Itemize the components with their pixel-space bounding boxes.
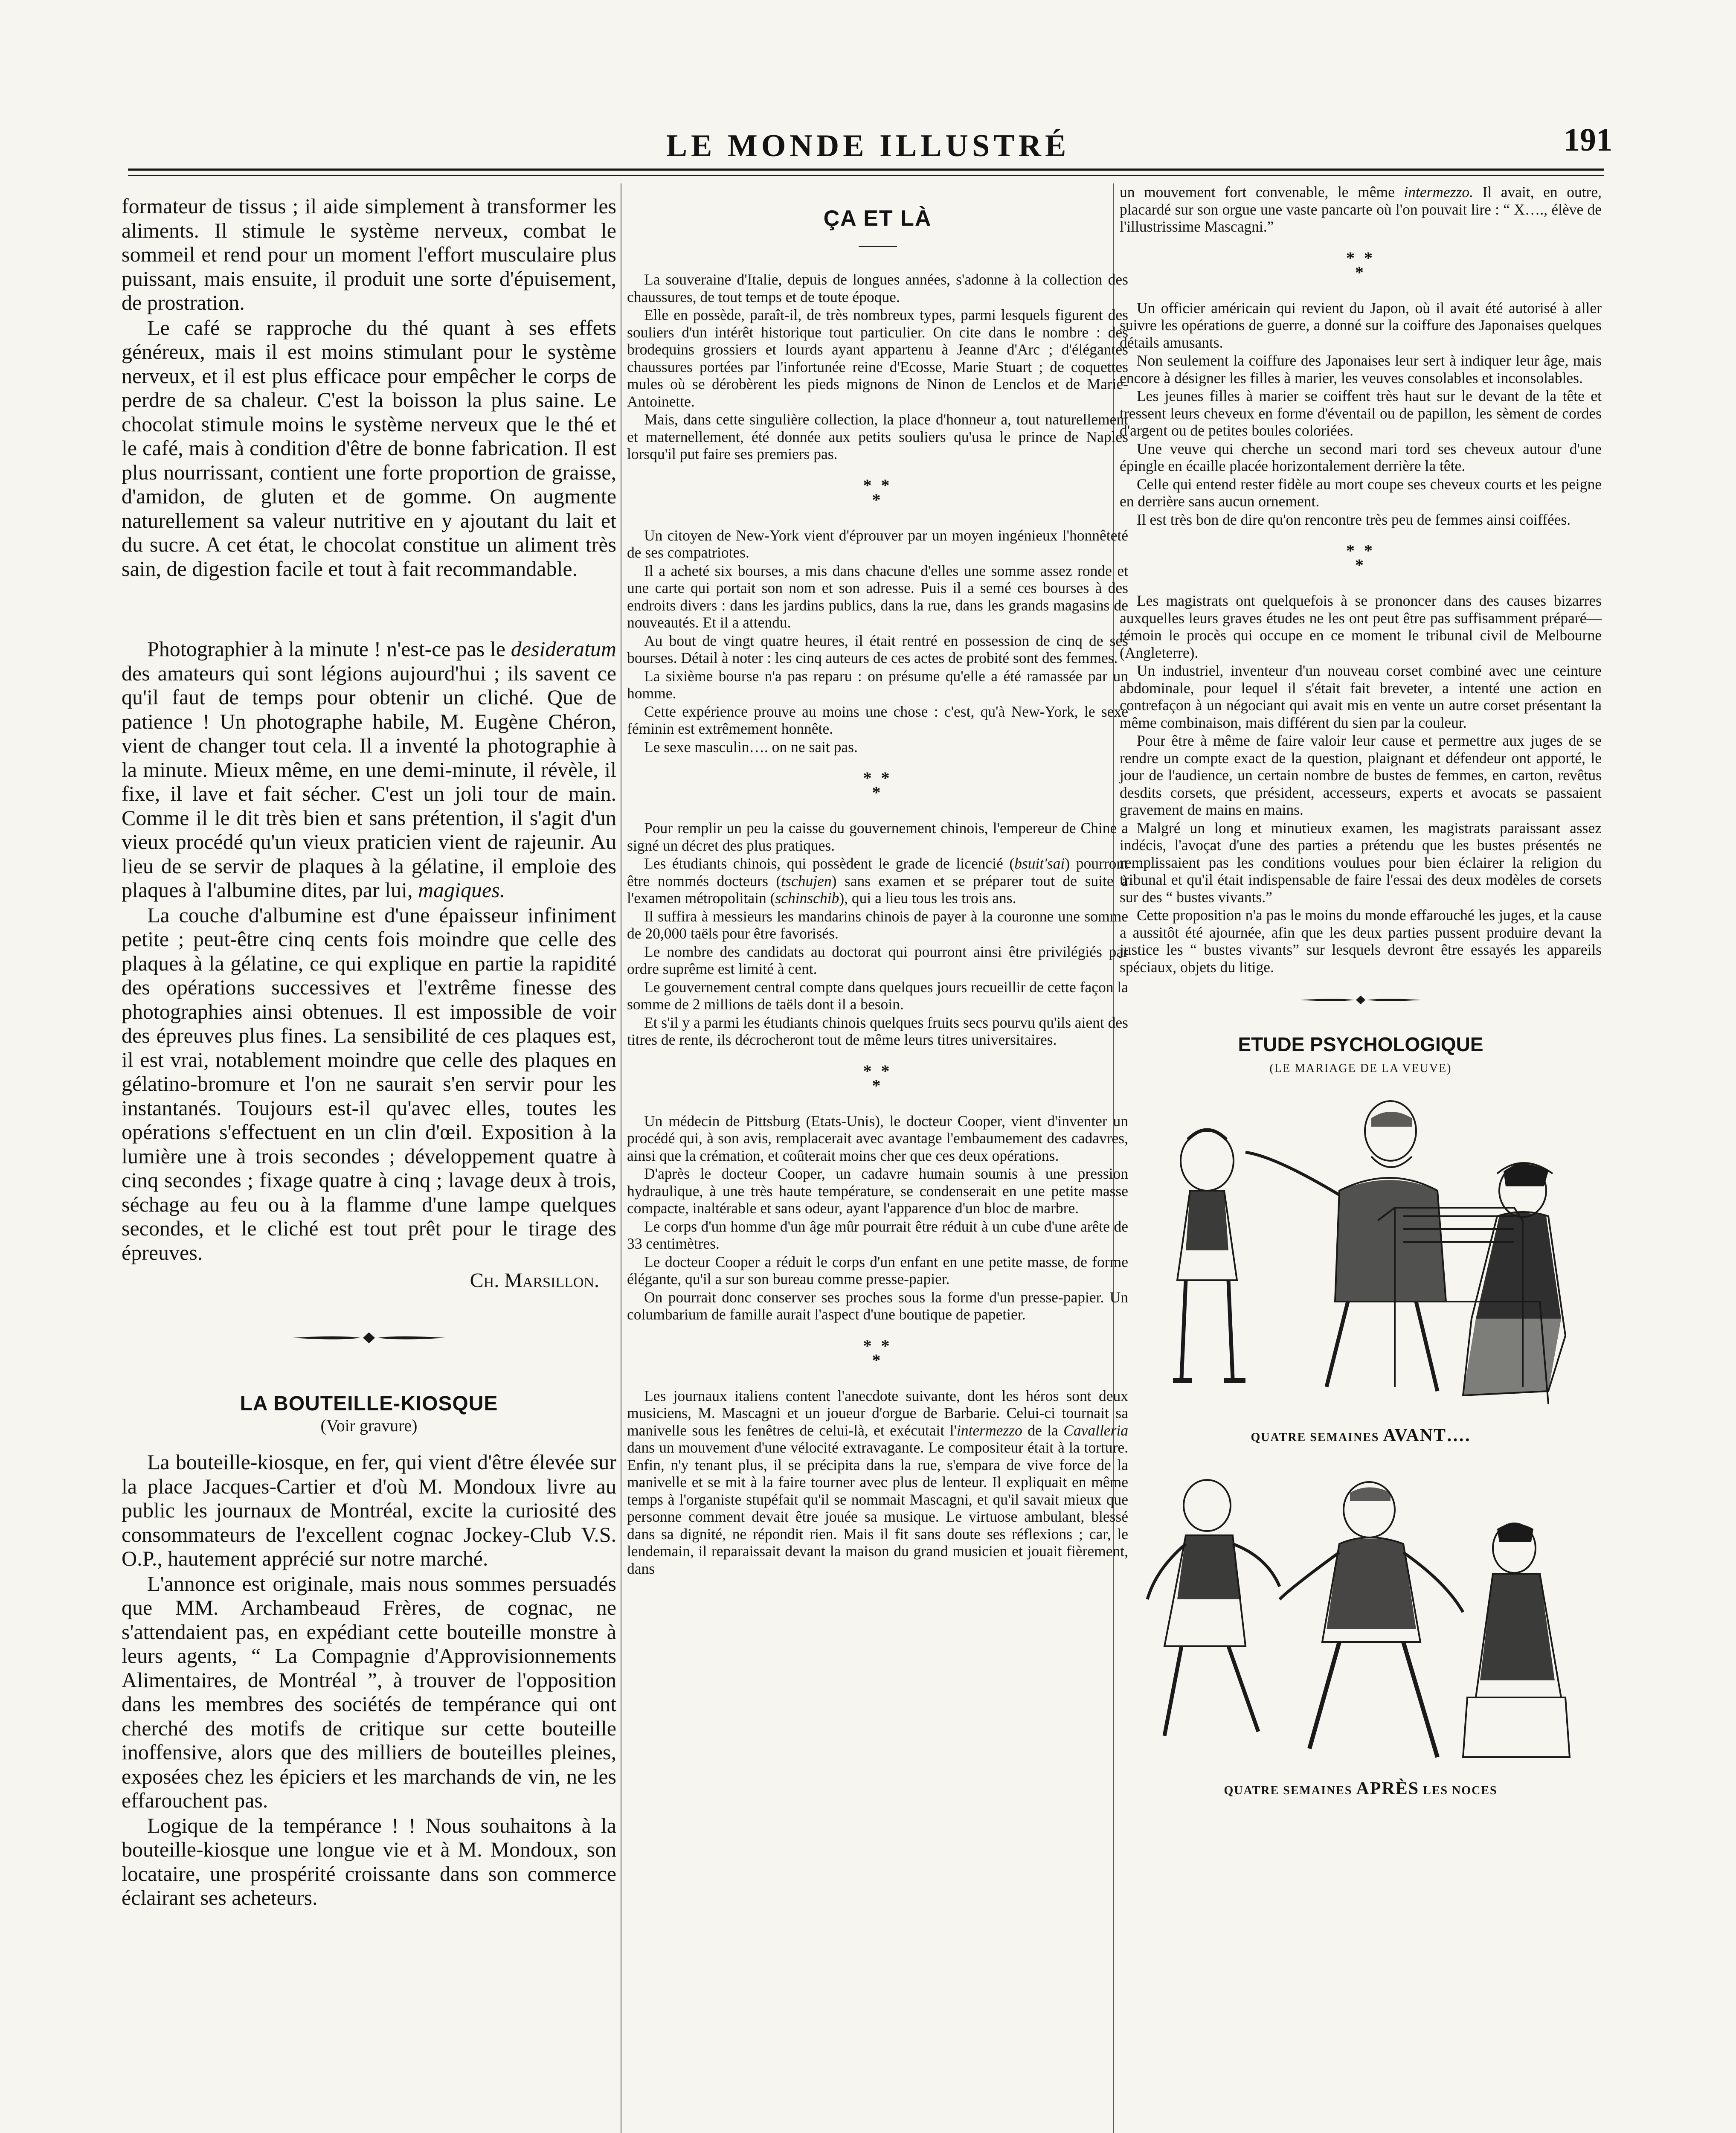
item-paragraph: un mouvement fort convenable, le même intermezzo. Il avait, en outre, placardé sur son orgue une vaste pancarte où l'on pouvait lire : “ X…., élève de l'illustrissime Mascagni.” xyxy=(1120,183,1602,235)
author-signature: Ch. Marsillon. xyxy=(470,1269,599,1292)
middle-column xyxy=(627,183,1128,1578)
asterism-divider: * * * xyxy=(1346,541,1375,575)
bouteille-subtitle: (Voir gravure) xyxy=(320,1416,418,1435)
item-paragraph: La sixième bourse n'a pas reparu : on présume qu'elle a été ramassée par un homme. xyxy=(627,667,1128,702)
asterism-divider: * * * xyxy=(863,475,892,509)
asterism-divider: * * * xyxy=(863,768,892,802)
asterism-divider: * * * xyxy=(863,1336,892,1370)
masthead-rule-thin xyxy=(128,175,1604,176)
bouteille-title: LA BOUTEILLE-KIOSQUE xyxy=(240,1392,498,1415)
masthead-rule xyxy=(128,169,1604,171)
left-column xyxy=(122,194,616,1911)
illustration-after xyxy=(1139,1459,1582,1774)
illustration-before xyxy=(1139,1080,1582,1421)
item-paragraph: Elle en possède, paraît-il, de très nombreux types, parmi lesquels figurent des souliers d'un intérêt historique tout particulier. On cite dans le nombre : des brodequins grossiers et lourds ayant appartenu à Jeanne d'Arc ; d'élégantes chaussures portées par l'infortunée reine d'Ecosse, Marie Stuart ; de coquettes mules où se dérobèrent les pieds mignons de Ninon de Lenclos et de Marie-Antoinette. xyxy=(627,306,1128,410)
item-paragraph: Les journaux italiens content l'anecdote suivante, dont les héros sont deux musiciens, M. Mascagni et un joueur d'orgue de Barbarie. Celui-ci tournait sa manivelle sous les fenêtres de celui-là, et exécutait l'intermezzo de la Cavalleria dans un mouvement d'une vélocité extravagante. Le compositeur était à la torture. Enfin, n'y tenant plus, il se précipita dans la rue, s'empara de vive force de la manivelle et se mit à la faire tourner avec plus de lenteur. Il expliquait en même temps à l'organiste stupéfait qu'il se nommait Mascagni, et qu'il savait mieux que personne comment devait être jouée sa musique. Le virtuose ambulant, blessé dans sa dignité, ne répondit rien. Mais il fit sans doute ses réflexions ; car, le lendemain, il reparaissait devant la maison du grand musicien et jouait fièrement, dans xyxy=(627,1387,1128,1577)
item-paragraph: Une veuve qui cherche un second mari tord ses cheveux autour d'une épingle en écaille placée horizontalement derrière la tête. xyxy=(1120,440,1602,474)
item-paragraph: Un citoyen de New-York vient d'éprouver par un moyen ingénieux l'honnêteté de ses compatriotes. xyxy=(627,526,1128,561)
item-paragraph: Et s'il y a parmi les étudiants chinois quelques fruits secs pourvu qu'ils aient des titres de rente, ils décrocheront tout de même leurs titres universitaires. xyxy=(627,1014,1128,1048)
etude-title: ETUDE PSYCHOLOGIQUE xyxy=(1238,1033,1483,1055)
etude-subtitle: (LE MARIAGE DE LA VEUVE) xyxy=(1269,1062,1452,1075)
item-paragraph: Cette expérience prouve au moins une chose : c'est, qu'à New-York, le sexe féminin est extrêmement honnête. xyxy=(627,703,1128,737)
caption-before: QUATRE SEMAINES AVANT…. xyxy=(1251,1426,1471,1445)
item-paragraph: Le corps d'un homme d'un âge mûr pourrait être réduit à un cube d'une arête de 33 centimètres. xyxy=(627,1218,1128,1252)
item-paragraph: Un industriel, inventeur d'un nouveau corset combiné avec une ceinture abdominale, pour lequel il s'était fait breveter, a intenté une action en contrefaçon à un négociant qui avait mis en vente un autre corset présentant la même combinaison, mais différent du sien par la couleur. xyxy=(1120,662,1602,731)
section-ornament xyxy=(1297,993,1425,1007)
item-paragraph: Mais, dans cette singulière collection, la place d'honneur a, tout naturellement et maternellement, été donnée aux petits souliers qu'usa le prince de Naples lorsqu'il put faire ses premiers pas. xyxy=(627,411,1128,462)
asterism-divider: * * * xyxy=(863,1061,892,1095)
item-paragraph: Il a acheté six bourses, a mis dans chacune d'elles une somme assez ronde et une carte qui portait son nom et son adresse. Puis il a semé ces bourses à des endroits divers : dans les jardins publics, dans la rue, dans les grands magasins de nouveautés. Et il a attendu. xyxy=(627,562,1128,631)
item-paragraph: Non seulement la coiffure des Japonaises leur sert à indiquer leur âge, mais encore à désigner les filles à marier, les veuves consolables et inconsolables. xyxy=(1120,352,1602,386)
item-paragraph: Un officier américain qui revient du Japon, où il avait été autorisé à aller suivre les opérations de guerre, a donné sur la coiffure des Japonaises quelques détails amusants. xyxy=(1120,299,1602,351)
item-paragraph: Celle qui entend rester fidèle au mort coupe ses cheveux courts et les peigne en derrière sans aucun ornement. xyxy=(1120,475,1602,510)
item-paragraph: Il suffira à messieurs les mandarins chinois de payer à la couronne une somme de 20,000 taëls pour être favorisés. xyxy=(627,907,1128,942)
item-paragraph: Les magistrats ont quelquefois à se prononcer dans des causes bizarres auxquelles leurs graves études ne les ont peut être pas suffisamment préparé—témoin le procès qui occupe en ce moment le tribunal civil de Melbourne (Angleterre). xyxy=(1120,592,1602,661)
item-paragraph: Pour remplir un peu la caisse du gouvernement chinois, l'empereur de Chine a signé un décret des plus pratiques. xyxy=(627,819,1128,854)
item-paragraph: Malgré un long et minutieux examen, les magistrats paraissant assez indécis, l'avoçat d'une des parties a prétendu que les bustes présentés ne remplissaient pas les conditions voulues pour bien éclairer la religion du tribunal et qu'il était indispensable de faire l'essai des deux modèles de corsets sur des “ bustes vivants.” xyxy=(1120,819,1602,906)
photo-article-paragraph: Photographier à la minute ! n'est-ce pas le desideratum des amateurs qui sont légions aujourd'hui ; ils savent ce qu'il faut de temps pour obtenir un cliché. Que de patience ! Un photographe habile, M. Eugène Chéron, vient de changer tout cela. Il a inventé la photographie à la minute. Mieux même, en une demi-minute, il révèle, il fixe, il lave et fait sécher. C'est un joli tour de main. Comme il le dit très bien et sans prétention, il s'agit d'un vieux procédé qu'un vieux praticien vient de rajeunir. Au lieu de se servir de plaques à la gélatine, il emploie des plaques à l'albumine dites, par lui, magiques. xyxy=(122,637,616,902)
item-paragraph: Un médecin de Pittsburg (Etats-Unis), le docteur Cooper, vient d'inventer un procédé qui, à son avis, remplacerait avec avantage l'embaumement des cadavres, ainsi que la crémation, et coûterait moins cher que ces deux opérations. xyxy=(627,1112,1128,1164)
item-paragraph: Les jeunes filles à marier se coiffent très haut sur le devant de la tête et tressent leurs cheveux en forme d'éventail ou de papillon, les sèment de cordes d'argent ou de petites boules coloriées. xyxy=(1120,387,1602,439)
title-rule xyxy=(859,246,897,247)
item-paragraph: La souveraine d'Italie, depuis de longues années, s'adonne à la collection des chaussures, de tout temps et de toute époque. xyxy=(627,271,1128,305)
item-paragraph: Cette proposition n'a pas le moins du monde effarouché les juges, et la cause a aussitôt été ajournée, afin que les deux parties pussent produire devant la justice les “ bustes vivants” sur lesquels devront être essayés les appareils spéciaux, objets du litige. xyxy=(1120,907,1602,976)
item-paragraph: Le gouvernement central compte dans quelques jours recueillir de cette façon la somme de 2 millions de taëls dont il a besoin. xyxy=(627,978,1128,1013)
item-paragraph: D'après le docteur Cooper, un cadavre humain soumis à une pression hydraulique, à une très haute température, se condenserait en une petite masse compacte, inaltérable et sans odeur, ayant l'apparence d'un bloc de marbre. xyxy=(627,1165,1128,1217)
item-paragraph: Le sexe masculin…. on ne sait pas. xyxy=(644,738,858,756)
bouteille-paragraph: La bouteille-kiosque, en fer, qui vient d'être élevée sur la place Jacques-Cartier et d'où M. Mondoux livre au public les journaux de Montréal, excite la curiosité des consommateurs de l'excellent cognac Jockey-Club V.S. O.P., hautement apprécié sur notre marché. xyxy=(122,1450,616,1570)
bouteille-paragraph: L'annonce est originale, mais nous sommes persuadés que MM. Archambeaud Frères, de cognac, ne s'attendaient pas, en expédiant cette bouteille monstre à leurs agents, “ La Compagnie d'Approvisionnements Alimentaires, de Montréal ”, à trouver de l'opposition dans les membres des sociétés de tempérance qui ont cherché des motifs de critique sur cette bouteille inoffensive, alors que des milliers de bouteilles pleines, exposées chez les épiciers et les marchands de vin, ne les effarouchent pas. xyxy=(122,1571,616,1812)
photo-article-paragraph: La couche d'albumine est d'une épaisseur infiniment petite ; peut-être cinq cents fois moindre que celle des plaques à la gélatine, ce qui explique en partie la rapidité des opérations successives et l'extrême finesse des photographies ainsi obtenues. Il est impossible de voir des épreuves plus fines. La sensibilité de ces plaques est, il est vrai, notablement moindre que celle des plaques en gélatino-bromure et l'on ne saurait s'en servir pour les instantanés. Toujours est-il qu'avec elles, toutes les opérations s'effectuent en un clin d'œil. Exposition à la lumière une à trois secondes ; développement quatre à cinq secondes ; fixage quatre à cinq ; lavage deux à trois, séchage au feu ou à la flamme d'une lampe quelques secondes, et le cliché est tout prêt pour le tirage des épreuves. xyxy=(122,903,616,1264)
bouteille-paragraph: Logique de la tempérance ! ! Nous souhaitons à la bouteille-kiosque une longue vie et à M. Mondoux, son locataire, une prospérité croissante dans son commerce éclairant ses acheteurs. xyxy=(122,1813,616,1909)
item-paragraph: Le docteur Cooper a réduit le corps d'un enfant en une petite masse, de forme élégante, qu'il a sur son bureau comme presse-papier. xyxy=(627,1253,1128,1287)
article-paragraph: formateur de tissus ; il aide simplement à transformer les aliments. Il stimule le système nerveux, combat le sommeil et rend pour un moment l'effort musculaire plus puissant, mais ensuite, il produit une sorte d'épuisement, de prostration. xyxy=(122,194,616,314)
item-paragraph: Au bout de vingt quatre heures, il était rentré en possession de cinq de ses bourses. Détail à noter : les cinq auteurs de ces actes de probité sont des femmes. xyxy=(627,632,1128,666)
asterism-divider: * * * xyxy=(1346,248,1375,282)
page-number: 191 xyxy=(1564,122,1612,158)
item-paragraph: Il est très bon de dire qu'on rencontre très peu de femmes ainsi coiffées. xyxy=(1137,511,1571,528)
item-paragraph: Le nombre des candidats au doctorat qui pourront ainsi être privilégiés par ordre suprême est limité à cent. xyxy=(627,943,1128,977)
item-paragraph: Pour être à même de faire valoir leur cause et permettre aux juges de se rendre un compte exact de la question, plaignant et défendeur ont apporté, le jour de l'audience, un certain nombre de bustes de femmes, en carton, revêtus desdits corsets, que président, accesseurs, experts et avocats se passaient gravement de mains en mains. xyxy=(1120,732,1602,818)
masthead-title: LE MONDE ILLUSTRÉ xyxy=(666,128,1070,163)
right-column xyxy=(1120,183,1602,1812)
article-paragraph: Le café se rapproche du thé quant à ses effets généreux, mais il est moins stimulant pour le système nerveux, et il est plus efficace pour empêcher le corps de perdre de sa chaleur. C'est la boisson la plus saine. Le chocolat stimule moins le système nerveux que le thé et le café, mais à condition d'être de bonne fabrication. Il est plus nourrissant, contient une forte proportion de graisse, d'amidon, de gluten et de gomme. On augmente naturellement sa valeur nutritive en y ajoutant du lait et du sucre. A cet état, le chocolat constitue un aliment très sain, de digestion facile et tout à fait recommandable. xyxy=(122,315,616,581)
ca-et-la-title: ÇA ET LÀ xyxy=(823,206,932,231)
caption-after: QUATRE SEMAINES APRÈS LES NOCES xyxy=(1224,1779,1498,1799)
section-ornament xyxy=(288,1331,450,1345)
item-paragraph: Les étudiants chinois, qui possèdent le grade de licencié (bsuit'sai) pourront être nommés docteurs (tschujen) sans examen et se préparer tout de suite à l'examen métropolitain (schinschib), qui a lieu tous les trois ans. xyxy=(627,855,1128,907)
item-paragraph: On pourrait donc conserver ses proches sous la forme d'un presse-papier. Un columbarium de famille aurait l'aspect d'une boutique de papetier. xyxy=(627,1288,1128,1323)
